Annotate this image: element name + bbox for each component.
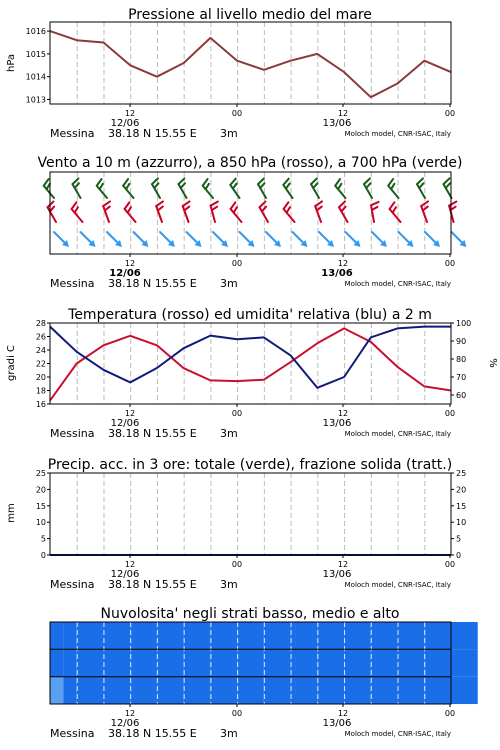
barb-850hpa [339, 202, 348, 222]
arrow-10m-shaft [54, 232, 66, 244]
x-tick-label: 00 [444, 409, 456, 418]
location-coords: 38.18 N 15.55 E [108, 727, 197, 740]
date-label: 12/06 [110, 569, 140, 580]
y-tick-label: 80 [456, 355, 467, 364]
cloud-cell [317, 649, 344, 676]
arrow-10m-shaft [346, 232, 358, 244]
cloud-cell [50, 677, 63, 704]
wind-panel [37, 155, 466, 290]
arrow-10m [452, 232, 467, 247]
cloud-cell [317, 622, 344, 649]
barb-700hpa-feather [311, 178, 317, 184]
arrow-10m [54, 232, 69, 247]
x-tick-label: 00 [231, 109, 243, 118]
barb-700hpa-feather [179, 178, 185, 184]
barb-850hpa [421, 201, 428, 222]
barb-700hpa-feather [391, 184, 394, 189]
temperature-ylabel: gradi C [6, 345, 17, 381]
barb-850hpa-shaft [390, 209, 401, 222]
barb-850hpa-feather [390, 202, 395, 209]
cloud-cell [344, 649, 371, 676]
barb-700hpa-feather [260, 183, 264, 188]
y-tick-label: 0 [456, 551, 462, 560]
cloud-cell [344, 677, 371, 704]
x-tick-label: 12 [124, 560, 136, 569]
humidity-y-ticks [451, 319, 471, 400]
x-tick-label: 00 [444, 709, 456, 718]
cloud-cell [50, 622, 63, 649]
cloud-cell [291, 649, 318, 676]
cloud-cell [371, 677, 398, 704]
barb-850hpa-feather [371, 202, 379, 205]
y-tick-label: 15 [35, 501, 46, 511]
cloud-cell [264, 622, 291, 649]
cloud-cell [237, 622, 264, 649]
barb-850hpa-feather [156, 201, 163, 206]
cloud-cell [398, 622, 425, 649]
barb-700hpa [152, 178, 160, 198]
barb-700hpa [123, 179, 133, 198]
cloud-cell [77, 649, 104, 676]
arrow-10m-shaft [213, 232, 225, 244]
y-tick-label: 20 [35, 485, 46, 495]
location-elevation: 3m [220, 727, 238, 740]
cloud-location-info [50, 727, 451, 740]
y-tick-label: 25 [456, 469, 467, 478]
barb-850hpa [260, 202, 269, 222]
barb-700hpa-shaft [123, 186, 133, 198]
cloud-cell [63, 622, 76, 649]
model-credit: Moloch model, CNR-ISAC, Italy [344, 280, 451, 288]
cloud-cell [157, 622, 184, 649]
wind-x-ticks [125, 254, 455, 268]
precip-title: Precip. acc. in 3 ore: totale (verde), frazione solida (tratt.) [47, 457, 453, 473]
barb-850hpa-feather [231, 202, 236, 209]
temperature-x-ticks [125, 404, 455, 418]
pressure-series [50, 31, 451, 97]
x-tick-label: 12 [124, 259, 136, 268]
barb-700hpa-feather [154, 183, 158, 188]
barb-700hpa-feather [364, 178, 370, 184]
barb-700hpa-feather [338, 184, 341, 189]
cloud-cell [184, 649, 211, 676]
barb-850hpa-feather [449, 202, 456, 206]
barb-700hpa [388, 179, 398, 198]
y-tick-label: 18 [35, 386, 46, 396]
date-label: 12/06 [110, 118, 140, 129]
barb-850hpa-feather [158, 207, 163, 211]
barb-700hpa-feather [417, 178, 423, 184]
x-tick-label: 00 [231, 709, 243, 718]
pressure-grid [77, 22, 425, 104]
y-tick-label: 20 [456, 485, 467, 495]
barb-700hpa-feather [123, 179, 128, 186]
date-label: 12/06 [110, 718, 140, 729]
arrow-10m [187, 232, 202, 247]
x-tick-label: 00 [444, 109, 456, 118]
arrow-10m-shaft [81, 232, 93, 244]
barb-700hpa-shaft [44, 186, 54, 198]
arrow-10m [319, 232, 334, 247]
barb-850hpa [315, 201, 322, 222]
y-tick-label: 10 [35, 518, 46, 528]
location-elevation: 3m [220, 578, 238, 591]
date-label: 13/06 [321, 268, 353, 279]
cloud-cell [371, 649, 398, 676]
cloud-cell [264, 649, 291, 676]
temperature-plot-frame [50, 323, 451, 404]
barb-700hpa-feather [446, 183, 450, 188]
cloud-cell [184, 622, 211, 649]
y-tick-label: 20 [35, 373, 46, 382]
cloud-cell [291, 622, 318, 649]
cloud-cell [237, 649, 264, 676]
barb-850hpa-shaft [284, 209, 295, 222]
barb-850hpa [284, 202, 295, 222]
x-tick-label: 12 [124, 709, 136, 718]
precip-panel [6, 457, 466, 591]
y-tick-label: 5 [456, 534, 462, 544]
cloud-cell [424, 622, 451, 649]
arrow-10m-shaft [160, 232, 172, 244]
barb-700hpa-feather [181, 183, 185, 188]
pressure-y-ticks [26, 27, 50, 104]
barb-700hpa-shaft [203, 186, 213, 198]
x-tick-label: 12 [337, 409, 349, 418]
arrow-10m [293, 232, 308, 247]
barb-850hpa-feather [372, 207, 378, 210]
location-name: Messina [50, 277, 95, 290]
barb-700hpa [73, 178, 81, 198]
barb-850hpa-feather [128, 207, 131, 212]
pressure-location-info [50, 127, 451, 140]
arrow-10m [346, 232, 361, 247]
barb-700hpa [335, 179, 345, 198]
location-name: Messina [50, 578, 95, 591]
y-tick-label: 5 [40, 534, 46, 544]
arrow-10m [372, 232, 387, 247]
x-tick-label: 00 [231, 409, 243, 418]
barb-850hpa-feather [183, 201, 190, 206]
barb-850hpa-feather [423, 207, 428, 211]
barb-850hpa-feather [341, 207, 345, 212]
humidity-line [50, 327, 451, 388]
precip-x-ticks [125, 555, 455, 569]
cloud-cell [130, 677, 157, 704]
cloud-cell [451, 622, 478, 649]
arrow-10m [213, 232, 228, 247]
y-tick-label: 25 [35, 469, 46, 478]
barb-700hpa [97, 179, 107, 198]
date-label: 12/06 [109, 268, 141, 279]
barb-700hpa [417, 178, 425, 198]
barb-700hpa-shaft [388, 186, 398, 198]
barb-850hpa [125, 202, 136, 222]
cloud-cell [451, 649, 478, 676]
x-tick-label: 12 [337, 109, 349, 118]
cloud-title: Nuvolosita' negli strati basso, medio e alto [100, 606, 400, 622]
arrow-10m-shaft [452, 232, 464, 244]
location-coords: 38.18 N 15.55 E [108, 578, 197, 591]
barb-700hpa-feather [283, 179, 288, 185]
cloud-cell [237, 677, 264, 704]
cloud-cell [50, 649, 63, 676]
barb-850hpa [231, 202, 242, 222]
pressure-ylabel: hPa [6, 53, 17, 73]
location-coords: 38.18 N 15.55 E [108, 127, 197, 140]
cloud-cell [130, 622, 157, 649]
cloud-cell [210, 622, 237, 649]
y-tick-label: 100 [456, 319, 472, 328]
x-tick-label: 00 [231, 259, 243, 268]
x-tick-label: 12 [337, 259, 349, 268]
x-tick-label: 00 [444, 259, 456, 268]
cloud-x-ticks [125, 704, 455, 718]
wind-barbs [44, 178, 467, 247]
cloud-cell [264, 677, 291, 704]
y-tick-label: 24 [35, 346, 46, 355]
x-tick-label: 12 [337, 709, 349, 718]
arrow-10m-shaft [399, 232, 411, 244]
barb-850hpa [156, 201, 163, 222]
model-credit: Moloch model, CNR-ISAC, Italy [344, 130, 451, 138]
barb-850hpa [48, 202, 57, 222]
barb-850hpa-feather [234, 207, 237, 212]
x-tick-label: 12 [337, 560, 349, 569]
y-tick-label: 60 [456, 391, 467, 400]
location-coords: 38.18 N 15.55 E [108, 277, 197, 290]
barb-850hpa-feather [103, 201, 110, 206]
precip-ylabel: mm [6, 503, 17, 523]
y-tick-label: 90 [456, 337, 467, 346]
barb-700hpa-feather [233, 183, 237, 188]
y-tick-label: 10 [456, 518, 467, 528]
model-credit: Moloch model, CNR-ISAC, Italy [344, 581, 451, 589]
cloud-cell [63, 677, 76, 704]
y-tick-label: 15 [456, 501, 467, 511]
arrow-10m-shaft [187, 232, 199, 244]
cloud-cell [424, 649, 451, 676]
cloud-cell [398, 677, 425, 704]
arrow-10m-shaft [134, 232, 146, 244]
barb-700hpa-feather [100, 184, 103, 189]
arrow-10m [81, 232, 96, 247]
cloud-cell [157, 649, 184, 676]
barb-850hpa [183, 201, 190, 222]
cloud-cell [77, 622, 104, 649]
y-tick-label: 26 [35, 332, 46, 342]
barb-700hpa-feather [258, 178, 264, 184]
arrow-10m [425, 232, 440, 247]
y-tick-label: 1013 [25, 95, 46, 105]
barb-850hpa-feather [339, 202, 345, 208]
barb-850hpa-feather [287, 207, 290, 212]
temperature-location-info [50, 427, 451, 440]
arrow-10m-shaft [293, 232, 305, 244]
model-credit: Moloch model, CNR-ISAC, Italy [344, 430, 451, 438]
barb-850hpa-feather [125, 202, 130, 209]
cloud-cell [77, 677, 104, 704]
arrow-10m-shaft [240, 232, 252, 244]
y-tick-label: 1014 [25, 72, 46, 82]
barb-700hpa [44, 179, 54, 198]
barb-850hpa [211, 202, 218, 222]
y-tick-label: 1016 [25, 27, 46, 37]
location-elevation: 3m [220, 427, 238, 440]
arrow-10m-shaft [319, 232, 331, 244]
precip-grid [77, 473, 425, 555]
y-tick-label: 1015 [25, 49, 46, 59]
temperature-panel [6, 307, 498, 440]
arrow-10m [107, 232, 122, 247]
cloud-cell [451, 677, 478, 704]
barb-850hpa-feather [393, 207, 396, 212]
pressure-title: Pressione al livello medio del mare [128, 7, 372, 23]
barb-850hpa [449, 202, 456, 222]
x-tick-label: 12 [124, 409, 136, 418]
barb-850hpa [390, 202, 401, 222]
barb-700hpa-feather [230, 179, 235, 185]
pressure-plot-frame [50, 22, 451, 104]
arrow-10m-shaft [425, 232, 437, 244]
pressure-x-ticks [125, 104, 455, 118]
cloud-panel [50, 606, 478, 740]
cloud-cell [130, 649, 157, 676]
barb-700hpa-feather [203, 179, 208, 186]
arrow-10m-shaft [266, 232, 278, 244]
cloud-cell [210, 649, 237, 676]
model-credit: Moloch model, CNR-ISAC, Italy [344, 730, 451, 738]
barb-700hpa [203, 179, 213, 198]
barb-700hpa-shaft [97, 186, 107, 198]
humidity-ylabel: % [487, 358, 498, 368]
barb-850hpa-feather [212, 207, 217, 210]
barb-700hpa-feather [126, 184, 129, 189]
cloud-cell [157, 677, 184, 704]
arrow-10m [399, 232, 414, 247]
arrow-10m [266, 232, 281, 247]
pressure-panel [6, 7, 455, 140]
cloud-cell [103, 677, 130, 704]
location-name: Messina [50, 127, 95, 140]
arrow-10m [240, 232, 255, 247]
y-tick-label: 0 [40, 551, 46, 560]
cloud-cell [210, 677, 237, 704]
barb-700hpa-feather [366, 183, 370, 188]
precip-plot-frame [50, 473, 451, 555]
arrow-10m [134, 232, 149, 247]
wind-location-info [50, 277, 451, 290]
precip-y-ticks [36, 469, 50, 560]
barb-700hpa-feather [47, 184, 50, 189]
barb-700hpa-feather [444, 178, 450, 184]
location-elevation: 3m [220, 277, 238, 290]
x-tick-label: 00 [444, 560, 456, 569]
temperature-humidity-series [50, 327, 451, 401]
barb-850hpa-feather [50, 207, 54, 212]
barb-850hpa-feather [184, 207, 189, 211]
date-label: 13/06 [322, 569, 352, 580]
barb-850hpa [371, 202, 379, 222]
barb-850hpa-feather [72, 202, 77, 209]
barb-850hpa-feather [211, 202, 218, 206]
x-tick-label: 12 [124, 109, 136, 118]
arrow-10m-shaft [107, 232, 119, 244]
barb-850hpa-shaft [231, 209, 242, 222]
date-label: 13/06 [322, 118, 352, 129]
temperature-y-ticks [36, 319, 50, 409]
location-coords: 38.18 N 15.55 E [108, 427, 197, 440]
y-tick-label: 22 [35, 359, 46, 369]
temperature-title: Temperatura (rosso) ed umidita' relativa (blu) a 2 m [68, 307, 432, 323]
date-label: 13/06 [322, 718, 352, 729]
barb-700hpa-feather [419, 183, 423, 188]
y-tick-label: 16 [35, 400, 46, 409]
barb-700hpa-feather [335, 179, 340, 186]
barb-850hpa-shaft [125, 209, 136, 222]
y-tick-label: 28 [35, 319, 46, 328]
cloud-cell [424, 677, 451, 704]
barb-850hpa-feather [75, 207, 78, 212]
cloud-cell [398, 649, 425, 676]
cloud-cell [291, 677, 318, 704]
cloud-cell [184, 677, 211, 704]
barb-700hpa-feather [206, 184, 209, 189]
barb-700hpa-shaft [335, 186, 345, 198]
y-tick-label: 70 [456, 373, 467, 382]
pressure-line [50, 31, 451, 97]
date-label: 12/06 [110, 418, 140, 429]
cloud-cell [344, 622, 371, 649]
barb-700hpa [444, 178, 452, 198]
wind-title: Vento a 10 m (azzurro), a 850 hPa (rosso), a 700 hPa (verde) [37, 155, 463, 171]
cloud-cell [63, 649, 76, 676]
barb-700hpa-feather [97, 179, 102, 186]
barb-700hpa [179, 178, 187, 198]
precip-y-ticks-right [451, 469, 466, 560]
barb-850hpa-feather [284, 202, 289, 209]
cloud-cell [103, 649, 130, 676]
location-name: Messina [50, 427, 95, 440]
cloud-cell [371, 622, 398, 649]
barb-700hpa-feather [388, 179, 393, 186]
cloud-cell [103, 622, 130, 649]
arrow-10m-shaft [372, 232, 384, 244]
cloud-cell [317, 677, 344, 704]
barb-850hpa-feather [105, 207, 110, 211]
barb-700hpa-feather [313, 183, 317, 188]
precip-location-info [50, 578, 451, 591]
barb-700hpa-feather [44, 179, 49, 186]
date-label: 13/06 [322, 418, 352, 429]
arrow-10m [160, 232, 175, 247]
location-elevation: 3m [220, 127, 238, 140]
barb-850hpa [103, 201, 110, 222]
barb-850hpa-feather [315, 201, 322, 206]
barb-700hpa-feather [286, 183, 290, 188]
location-name: Messina [50, 727, 95, 740]
x-tick-label: 00 [231, 560, 243, 569]
